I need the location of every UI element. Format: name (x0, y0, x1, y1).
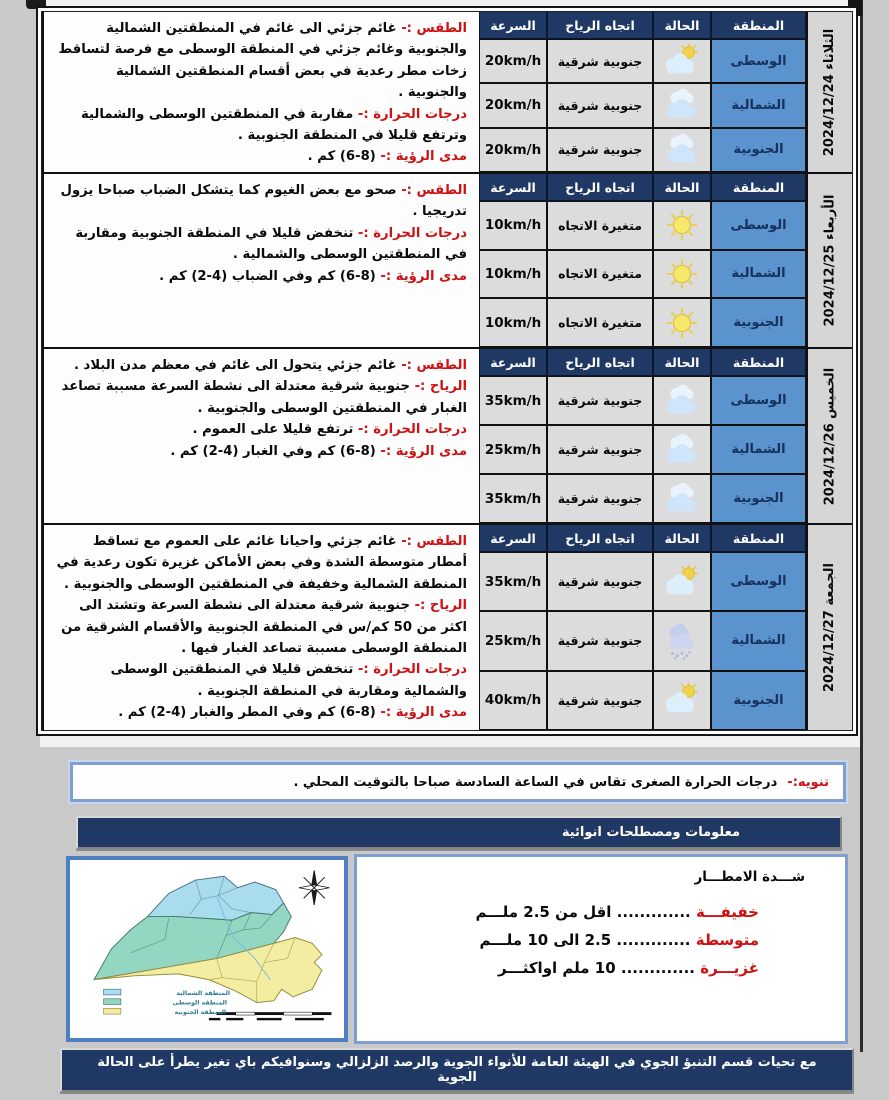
column-header-wind-direction: اتجاه الرياح (547, 525, 653, 552)
description-segment-text: (8-6) كم وفي المطر والغبار (4-2) كم . (118, 705, 376, 720)
wind-direction-cell: جنوبية شرقية (547, 83, 653, 127)
footer-banner-text: مع تحيات قسم التنبؤ الجوي في الهيئة العامة للأنواء الجوية والرصد الزلزالي وسنوافيكم باي تغير يطرأ على الحالة الجوية (97, 1055, 817, 1085)
region-cell: الشمالية (711, 425, 806, 474)
region-cell: الجنوبية (711, 128, 806, 172)
notice-box (70, 762, 846, 802)
region-cell: الشمالية (711, 250, 806, 299)
forecast-description (42, 174, 479, 347)
description-segment-text: تنخفض قليلا في المنطقتين الوسطى والشمالية ومقاربة في المنطقة الجنوبية . (110, 662, 467, 699)
column-header-wind-direction: اتجاه الرياح (547, 349, 653, 376)
description-segment-text: (8-6) كم وفي الغبار (4-2) كم . (170, 443, 376, 459)
forecast-grid (479, 349, 806, 523)
forecast-description (42, 349, 479, 523)
footer-banner (60, 1048, 854, 1092)
column-header-speed: السرعة (479, 12, 547, 39)
description-segment-label: الطقس :- (396, 358, 467, 373)
forecast-grid (479, 12, 806, 172)
region-cell: الجنوبية (711, 474, 806, 523)
region-cell: الشمالية (711, 83, 806, 127)
description-segment (54, 376, 467, 419)
cloud-sun-icon (653, 39, 711, 83)
description-segment (54, 531, 467, 595)
day-date-cell (806, 12, 852, 172)
region-cell: الشمالية (711, 611, 806, 670)
map-legend-label-central: المنطقة الوسطى (172, 999, 228, 1007)
forecast-description (42, 12, 479, 172)
column-header-speed: السرعة (479, 349, 547, 376)
wind-speed-cell: 20km/h (479, 39, 547, 83)
map-legend (104, 989, 230, 1016)
wind-speed-cell: 10km/h (479, 201, 547, 250)
description-segment-label: مدى الرؤية :- (375, 705, 467, 720)
info-banner-label: معلومات ومصطلحات انوائية (561, 825, 740, 840)
rain-intensity-row (367, 899, 805, 927)
description-segment (54, 266, 467, 287)
rain-level-label: خفيفـــة (695, 903, 759, 921)
rain-intensity-box (354, 854, 848, 1044)
column-header-region: المنطقة (711, 12, 806, 39)
day-date-label: الخميس 2024/12/26 (822, 367, 838, 505)
cloud-rain-icon (653, 611, 711, 670)
description-segment-label: الطقس :- (396, 21, 467, 36)
description-segment (54, 223, 467, 266)
column-header-condition: الحالة (653, 174, 711, 201)
clouds-icon (653, 376, 711, 425)
description-segment (54, 355, 467, 376)
description-segment (54, 104, 467, 147)
column-header-wind-direction: اتجاه الرياح (547, 174, 653, 201)
column-header-region: المنطقة (711, 174, 806, 201)
cloud-sun-icon (653, 552, 711, 611)
wind-direction-cell: جنوبية شرقية (547, 611, 653, 670)
sun-icon (653, 250, 711, 299)
description-segment (54, 441, 467, 462)
column-header-wind-direction: اتجاه الرياح (547, 12, 653, 39)
compass-rose-icon (299, 871, 330, 905)
forecast-description (42, 525, 479, 730)
wind-direction-cell: جنوبية شرقية (547, 671, 653, 730)
map-legend-label-north: المنطقة الشمالية (176, 989, 230, 997)
forecast-days-container (41, 11, 853, 731)
wind-direction-cell: جنوبية شرقية (547, 425, 653, 474)
description-segment-text: جنوبية شرقية معتدلة الى نشطة السرعة وتشتد الى اكثر من 50 كم/س في المنطقة الجنوبية والأقسام الشرقية من المنطقة الوسطى مسببة تصاعد الغبار فيها . (61, 598, 467, 656)
description-segment-label: درجات الحرارة :- (353, 106, 467, 122)
rain-level-label: غزيـــرة (700, 958, 759, 977)
day-forecast-block (42, 525, 852, 730)
description-segment-label: الطقس :- (396, 183, 467, 198)
clouds-icon (653, 425, 711, 474)
sun-icon (653, 201, 711, 250)
day-forecast-block (42, 349, 852, 525)
forecast-grid (479, 174, 806, 347)
forecast-table-frame (36, 6, 858, 736)
day-date-label: الجمعة 2024/12/27 (822, 562, 838, 693)
wind-speed-cell: 35km/h (479, 376, 547, 425)
column-header-condition: الحالة (653, 12, 711, 39)
day-forecast-block (42, 12, 852, 174)
wind-direction-cell: متغيرة الاتجاه (547, 250, 653, 299)
wind-direction-cell: جنوبية شرقية (547, 376, 653, 425)
description-segment (54, 595, 467, 659)
notice-label: تنويه:- (787, 774, 829, 790)
notice-text: درجات الحرارة الصغرى تقاس في الساعة السادسة صباحا بالتوقيت المحلي . (293, 774, 778, 790)
day-date-cell (806, 174, 852, 347)
wind-direction-cell: متغيرة الاتجاه (547, 298, 653, 347)
rain-level-value: 2.5 الى 10 ملـــم (479, 930, 612, 949)
description-segment-text: غائم جزئي الى غائم في المنطقتين الشمالية والجنوبية وغائم جزئي في المنطقة الوسطى مع فرصة لتساقط زخات مطر رعدية في بعض أقسام المنطقتين الشمالية والجنوبية . (58, 21, 467, 101)
map-legend-label-south: المنطقة الجنوبية (174, 1009, 227, 1017)
day-forecast-block (42, 174, 852, 349)
description-segment-text: غائم جزئي يتحول الى غائم في معظم مدن البلاد . (73, 358, 397, 373)
rain-level-value: اقل من 2.5 ملـــم (475, 903, 612, 921)
rain-intensity-row (367, 955, 805, 983)
column-header-speed: السرعة (479, 174, 547, 201)
wind-direction-cell: جنوبية شرقية (547, 128, 653, 172)
iraq-map-image (73, 864, 341, 1034)
wind-direction-cell: جنوبية شرقية (547, 39, 653, 83)
description-segment (54, 659, 467, 702)
wind-speed-cell: 40km/h (479, 671, 547, 730)
day-date-cell (806, 525, 852, 730)
description-segment-text: تنخفض قليلا في المنطقة الجنوبية ومقاربة في المنطقتين الوسطى والشمالية . (75, 225, 467, 263)
column-header-region: المنطقة (711, 349, 806, 376)
clouds-icon (653, 83, 711, 127)
dots-leader: ............. (616, 930, 691, 949)
forecast-grid (479, 525, 806, 730)
region-cell: الوسطى (711, 201, 806, 250)
description-segment-label: الرياح :- (409, 598, 467, 614)
description-segment-text: مقاربة في المنطقتين الوسطى والشمالية وترتفع قليلا في المنطقة الجنوبية . (81, 106, 467, 143)
description-segment-label: الطقس :- (396, 534, 467, 549)
iraq-regions-map (66, 856, 348, 1042)
rain-level-label: متوسطة (695, 930, 759, 949)
description-segment-text: (8-6) كم وفي الضباب (4-2) كم . (159, 268, 376, 284)
description-segment-label: درجات الحرارة :- (353, 422, 467, 438)
dots-leader: ............. (616, 903, 691, 921)
description-segment-text: صحو مع بعض الغيوم كما يتشكل الضباب صباحا يزول تدريجيا . (60, 183, 467, 220)
clouds-icon (653, 128, 711, 172)
wind-direction-cell: جنوبية شرقية (547, 552, 653, 611)
description-segment-label: الرياح :- (409, 379, 467, 395)
wind-direction-cell: جنوبية شرقية (547, 474, 653, 523)
region-cell: الجنوبية (711, 298, 806, 347)
column-header-condition: الحالة (653, 349, 711, 376)
cloud-sun-icon (653, 671, 711, 730)
region-cell: الجنوبية (711, 671, 806, 730)
region-cell: الوسطى (711, 39, 806, 83)
rain-intensity-title: شـــدة الامطـــار (694, 869, 805, 885)
description-segment-label: درجات الحرارة :- (353, 662, 467, 678)
wind-speed-cell: 35km/h (479, 474, 547, 523)
description-segment-text: ترتفع قليلا على العموم . (192, 422, 354, 438)
info-banner (76, 816, 842, 849)
wind-speed-cell: 10km/h (479, 298, 547, 347)
description-segment-label: درجات الحرارة :- (353, 225, 467, 241)
column-header-speed: السرعة (479, 525, 547, 552)
description-segment (54, 146, 467, 167)
wind-speed-cell: 10km/h (479, 250, 547, 299)
column-header-condition: الحالة (653, 525, 711, 552)
day-date-label: الأربعاء 2024/12/25 (822, 194, 838, 327)
description-segment (54, 702, 467, 723)
wind-speed-cell: 20km/h (479, 128, 547, 172)
description-segment (54, 18, 467, 104)
description-segment-label: مدى الرؤية :- (375, 149, 467, 165)
wind-direction-cell: متغيرة الاتجاه (547, 201, 653, 250)
map-scale-bar (209, 1012, 332, 1020)
description-segment-label: مدى الرؤية :- (375, 268, 467, 284)
dots-leader: ............. (620, 958, 695, 977)
clouds-icon (653, 474, 711, 523)
description-segment-text: غائم جزئي واحيانا غائم على العموم مع تساقط أمطار متوسطة الشدة وفي بعض الأماكن غزيرة تكون رعدية في المنطقة الشمالية وخفيفة في المنطقتين الوسطى والجنوبية . (56, 534, 467, 592)
description-segment-text: جنوبية شرقية معتدلة الى نشطة السرعة مسببة تصاعد الغبار في المنطقتين الوسطى والجنوبية . (61, 379, 467, 416)
sun-icon (653, 298, 711, 347)
description-segment (54, 419, 467, 440)
wind-speed-cell: 20km/h (479, 83, 547, 127)
region-cell: الوسطى (711, 552, 806, 611)
description-segment (54, 180, 467, 223)
description-segment-text: (8-6) كم . (307, 149, 376, 165)
day-date-label: الثلاثاء 2024/12/24 (822, 28, 838, 156)
description-segment-label: مدى الرؤية :- (375, 443, 467, 459)
wind-speed-cell: 25km/h (479, 425, 547, 474)
wind-speed-cell: 25km/h (479, 611, 547, 670)
column-header-region: المنطقة (711, 525, 806, 552)
region-cell: الوسطى (711, 376, 806, 425)
rain-level-value: 10 ملم اواكثـــر (498, 958, 616, 977)
rain-intensity-row (367, 927, 805, 955)
page-edge-line (860, 0, 863, 1052)
day-date-cell (806, 349, 852, 523)
wind-speed-cell: 35km/h (479, 552, 547, 611)
